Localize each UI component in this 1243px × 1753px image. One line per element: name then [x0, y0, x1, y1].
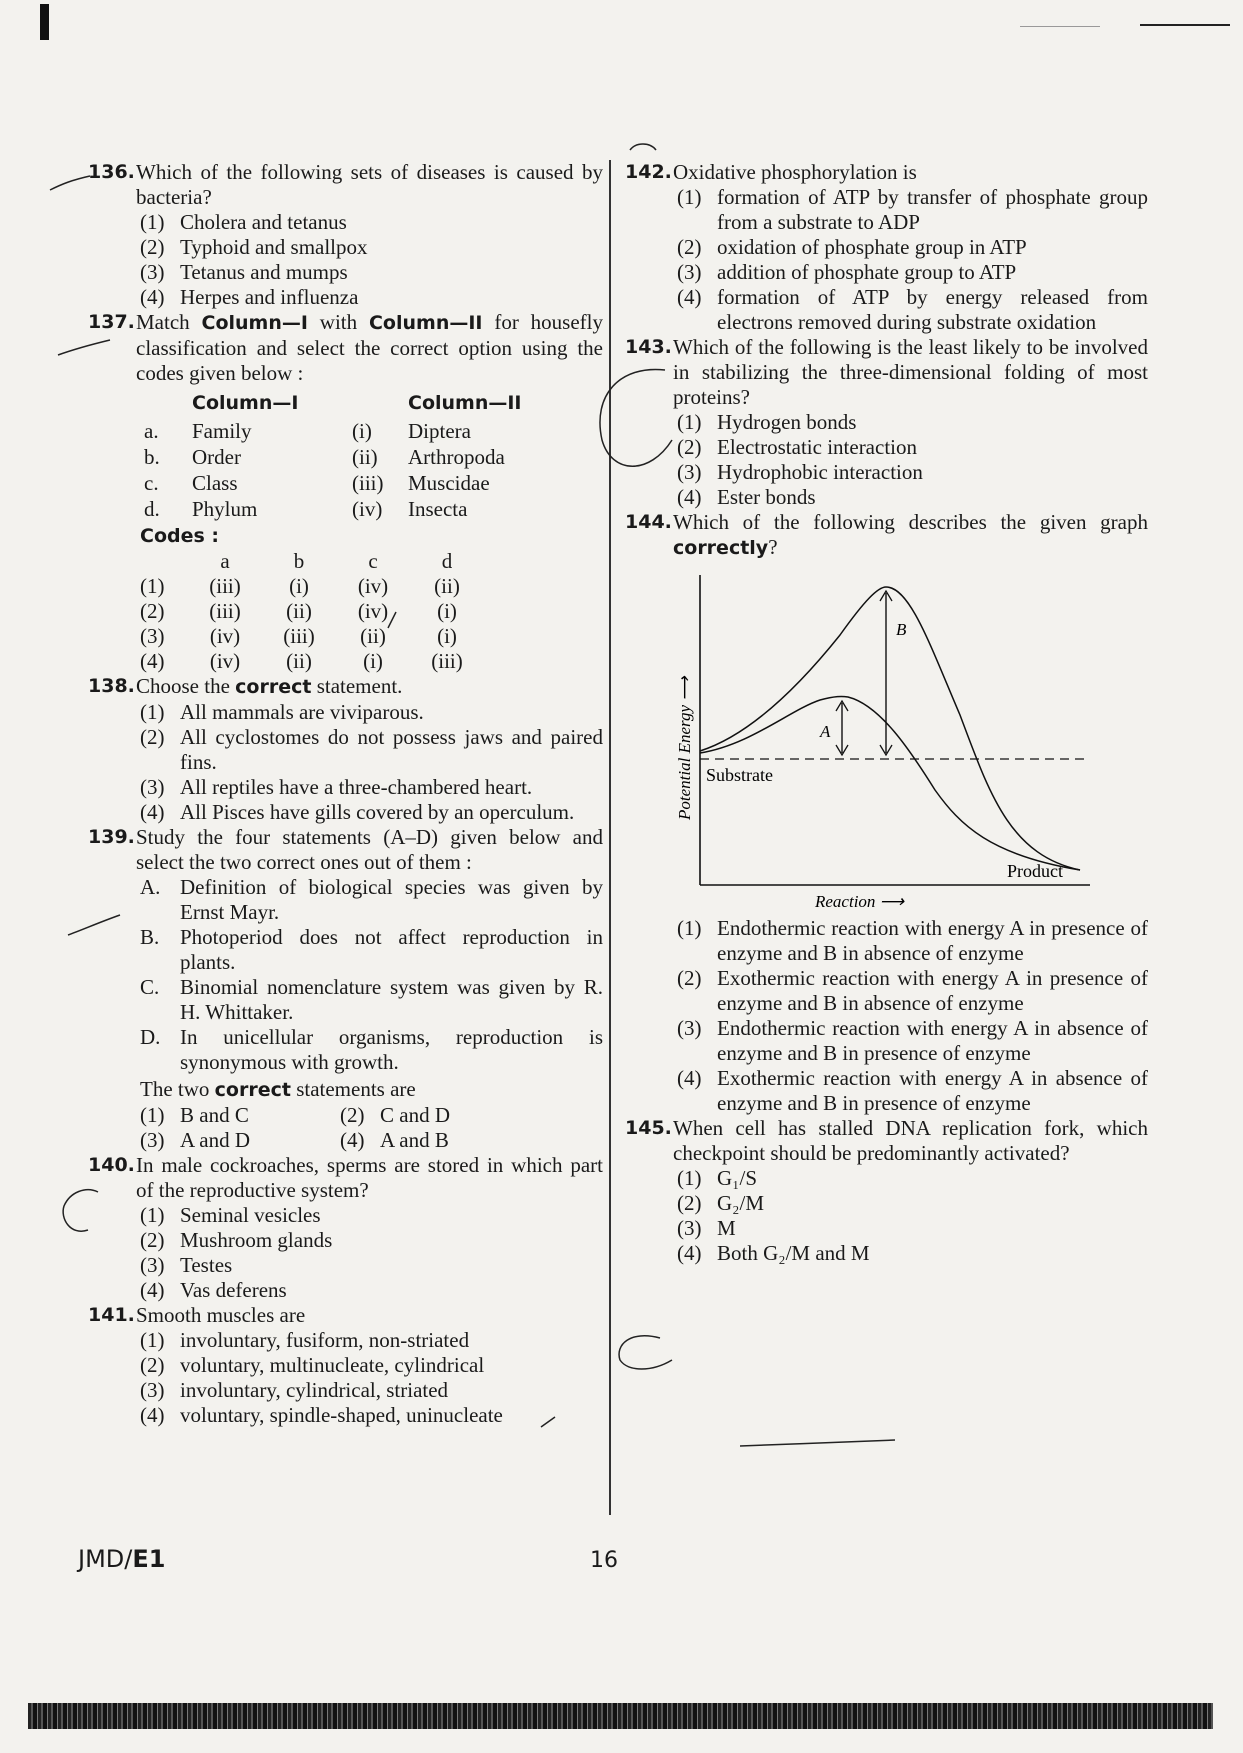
option-1[interactable]: (1) Cholera and tetanus	[140, 210, 347, 234]
option-4[interactable]: (4) Herpes and influenza	[140, 285, 359, 309]
option-3[interactable]: (3) addition of phosphate group to ATP	[677, 260, 1017, 284]
option-4[interactable]: (4) (iv) (ii) (i) (iii)	[140, 649, 463, 673]
option-1[interactable]: (1) G₁/S	[677, 1166, 758, 1190]
y-axis-label: Potential Energy ⟶	[675, 676, 694, 820]
question-138	[88, 674, 603, 825]
statement-a: A. Definition of biological species was given by Ernst Mayr.	[140, 875, 603, 924]
option-2[interactable]: (2) Exothermic reaction with energy A in presence of enzyme and B in absence of enzyme	[677, 966, 1148, 1015]
option-3[interactable]: (3) involuntary, cylindrical, striated	[140, 1378, 449, 1402]
label-b: B	[896, 620, 907, 639]
question-number: 141.	[88, 1304, 135, 1326]
question-144	[625, 510, 1148, 1116]
question-text: When cell has stalled DNA replication fork, which checkpoint should be predominantly activated?	[673, 1116, 1148, 1165]
option-4[interactable]: (4) A and B	[340, 1128, 449, 1152]
scan-line	[1020, 26, 1100, 27]
table-row: b. Order (ii) Arthropoda	[144, 444, 505, 469]
table-row: c. Class (iii) Muscidae	[144, 470, 490, 495]
question-136	[88, 160, 603, 310]
question-text: Oxidative phosphorylation is	[673, 160, 917, 184]
option-1[interactable]: (1) Hydrogen bonds	[677, 410, 857, 434]
label-a: A	[820, 722, 831, 741]
question-text: Choose the correct statement.	[136, 674, 403, 698]
energy-diagram	[670, 565, 1140, 910]
option-3[interactable]: (3) All reptiles have a three-chambered heart.	[140, 775, 533, 799]
option-1[interactable]: (1) (iii) (i) (iv) (ii)	[140, 574, 460, 598]
codes-title: Codes :	[140, 525, 220, 547]
column-2-header: Column—II	[408, 391, 522, 414]
lead-text: The two correct statements are	[140, 1077, 416, 1101]
question-number: 138.	[88, 675, 135, 697]
options	[140, 1203, 603, 1303]
option-3[interactable]: (3) (iv) (iii) (ii) (i)	[140, 624, 457, 648]
scan-line	[1140, 24, 1230, 26]
page-number: 16	[590, 1548, 618, 1573]
question-140	[88, 1153, 603, 1303]
option-2[interactable]: (2) voluntary, multinucleate, cylindrical	[140, 1353, 485, 1377]
question-number: 137.	[88, 311, 135, 333]
corner-mark	[40, 4, 49, 40]
curve-without-enzyme	[700, 587, 1080, 870]
option-2[interactable]: (2) G₂/M	[677, 1191, 764, 1215]
option-2[interactable]: (2) (iii) (ii) (iv) (i)	[140, 599, 457, 623]
question-number: 142.	[625, 161, 672, 183]
question-141	[88, 1303, 603, 1428]
option-4[interactable]: (4) voluntary, spindle-shaped, uninucleate	[140, 1403, 503, 1427]
question-text: Match Column—I with Column—II for housefly classification and select the correct option using the codes given below :	[136, 310, 603, 385]
option-4[interactable]: (4) Vas deferens	[140, 1278, 287, 1302]
table-row: d. Phylum (iv) Insecta	[144, 496, 468, 521]
options	[677, 185, 1148, 335]
paper-code: JMD/E1	[78, 1545, 166, 1573]
question-number: 144.	[625, 511, 672, 533]
option-1[interactable]: (1) All mammals are viviparous.	[140, 700, 424, 724]
option-2[interactable]: (2) oxidation of phosphate group in ATP	[677, 235, 1027, 259]
column-1-header: Column—I	[192, 391, 299, 414]
option-1[interactable]: (1) B and C	[140, 1103, 249, 1127]
option-1[interactable]: (1) Seminal vesicles	[140, 1203, 321, 1227]
option-2[interactable]: (2) All cyclostomes do not possess jaws and paired fins.	[140, 725, 603, 774]
option-3[interactable]: (3) A and D	[140, 1128, 250, 1152]
statement-c: C. Binomial nomenclature system was given by R. H. Whittaker.	[140, 975, 603, 1024]
option-3[interactable]: (3) M	[677, 1216, 736, 1240]
left-column	[88, 160, 603, 1428]
substrate-label: Substrate	[706, 765, 773, 785]
question-137	[88, 310, 603, 674]
option-2[interactable]: (2) Electrostatic interaction	[677, 435, 917, 459]
options	[677, 410, 1148, 510]
option-3[interactable]: (3) Testes	[140, 1253, 233, 1277]
question-number: 136.	[88, 161, 135, 183]
options	[677, 1166, 1148, 1266]
question-number: 145.	[625, 1117, 672, 1139]
codes-table: a b c d (1) (iii) (i) (iv) (ii) (2) (iii) (ii) (iv) (i) (3) (iv) (iii) (ii) (i) (4) (iv) (ii) (i) (iii)	[140, 549, 484, 674]
option-3[interactable]: (3) Hydrophobic interaction	[677, 460, 923, 484]
x-axis-label: Reaction ⟶	[815, 892, 905, 910]
options	[140, 1103, 603, 1153]
options	[140, 700, 603, 825]
match-table	[140, 386, 526, 522]
question-142	[625, 160, 1148, 335]
option-3[interactable]: (3) Tetanus and mumps	[140, 260, 348, 284]
question-text: Which of the following describes the given graph correctly?	[673, 510, 1148, 559]
option-4[interactable]: (4) Both G₂/M and M	[677, 1241, 870, 1265]
question-145	[625, 1116, 1148, 1266]
question-139	[88, 825, 603, 1153]
option-4[interactable]: (4) All Pisces have gills covered by an operculum.	[140, 800, 575, 824]
option-2[interactable]: (2) Typhoid and smallpox	[140, 235, 368, 259]
options	[140, 1328, 603, 1428]
option-2[interactable]: (2) C and D	[340, 1103, 450, 1127]
option-4[interactable]: (4) Ester bonds	[677, 485, 816, 509]
question-text: In male cockroaches, sperms are stored in which part of the reproductive system?	[136, 1153, 603, 1202]
option-1[interactable]: (1) formation of ATP by transfer of phosphate group from a substrate to ADP	[677, 185, 1148, 234]
right-column	[625, 160, 1148, 1266]
option-1[interactable]: (1) Endothermic reaction with energy A in presence of enzyme and B in absence of enzyme	[677, 916, 1148, 965]
table-row: a. Family (i) Diptera	[144, 418, 471, 443]
option-4[interactable]: (4) formation of ATP by energy released from electrons removed during substrate oxidation	[677, 285, 1148, 334]
column-divider	[609, 160, 611, 1515]
question-text: Which of the following is the least likely to be involved in stabilizing the three-dimensional folding of most proteins?	[673, 335, 1148, 409]
statement-d: D. In unicellular organisms, reproduction is synonymous with growth.	[140, 1025, 603, 1074]
options	[677, 916, 1148, 1116]
question-number: 140.	[88, 1154, 135, 1176]
question-number: 139.	[88, 826, 135, 848]
option-2[interactable]: (2) Mushroom glands	[140, 1228, 333, 1252]
options	[140, 210, 603, 310]
question-text: Which of the following sets of diseases is caused by bacteria?	[136, 160, 603, 209]
question-number: 143.	[625, 336, 672, 358]
statement-b: B. Photoperiod does not affect reproduction in plants.	[140, 925, 603, 974]
scan-bar	[28, 1703, 1213, 1729]
option-3[interactable]: (3) Endothermic reaction with energy A in absence of enzyme and B in presence of enzyme	[677, 1016, 1148, 1065]
question-text: Study the four statements (A–D) given below and select the two correct ones out of them :	[136, 825, 603, 874]
option-1[interactable]: (1) involuntary, fusiform, non-striated	[140, 1328, 470, 1352]
question-143	[625, 335, 1148, 510]
question-text: Smooth muscles are	[136, 1303, 306, 1327]
option-4[interactable]: (4) Exothermic reaction with energy A in absence of enzyme and B in presence of enzyme	[677, 1066, 1148, 1115]
product-label: Product	[1007, 861, 1063, 881]
